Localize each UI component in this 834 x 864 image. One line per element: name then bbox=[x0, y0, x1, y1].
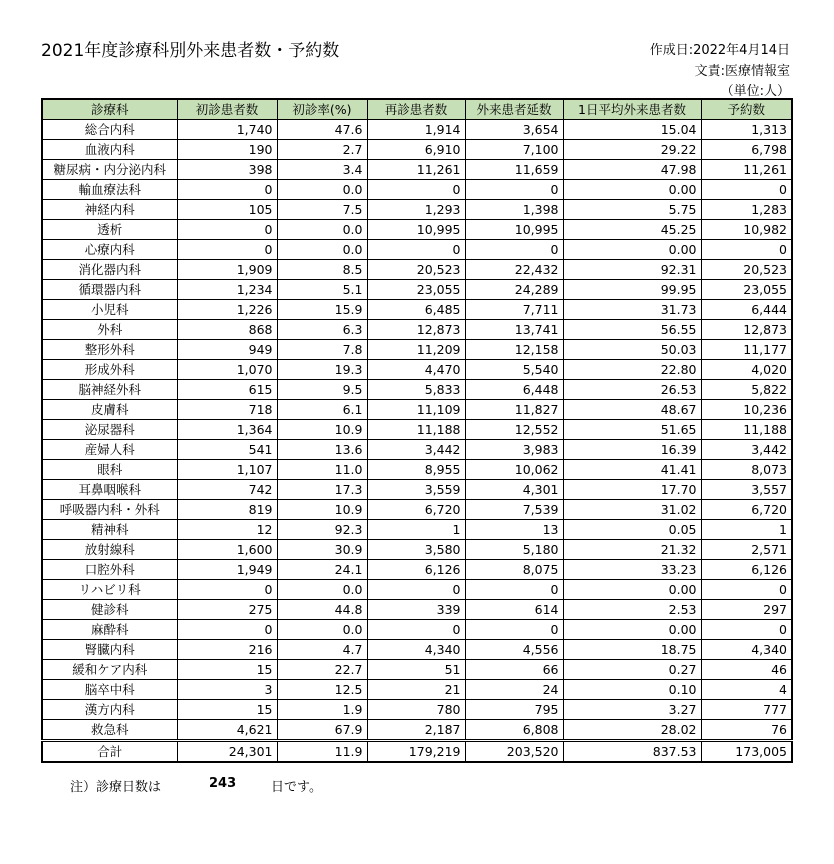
value-cell: 0 bbox=[367, 580, 465, 600]
department-cell: 救急科 bbox=[42, 720, 177, 741]
value-cell: 0 bbox=[465, 580, 563, 600]
value-cell: 0 bbox=[701, 240, 792, 260]
value-cell: 10,236 bbox=[701, 400, 792, 420]
value-cell: 10,995 bbox=[465, 220, 563, 240]
value-cell: 1,398 bbox=[465, 200, 563, 220]
value-cell: 92.3 bbox=[277, 520, 367, 540]
note-days: 243 bbox=[209, 776, 237, 791]
table-row bbox=[42, 620, 792, 640]
department-cell: 皮膚科 bbox=[42, 400, 177, 420]
value-cell: 11,261 bbox=[701, 160, 792, 180]
table-row bbox=[42, 180, 792, 200]
value-cell: 23,055 bbox=[367, 280, 465, 300]
value-cell: 795 bbox=[465, 700, 563, 720]
value-cell: 4,340 bbox=[701, 640, 792, 660]
value-cell: 1,293 bbox=[367, 200, 465, 220]
value-cell: 2.53 bbox=[563, 600, 701, 620]
value-cell: 0 bbox=[701, 180, 792, 200]
table-row bbox=[42, 680, 792, 700]
value-cell: 1,740 bbox=[177, 120, 277, 140]
value-cell: 0.05 bbox=[563, 520, 701, 540]
value-cell: 21.32 bbox=[563, 540, 701, 560]
department-cell: 総合内科 bbox=[42, 120, 177, 140]
table-row bbox=[42, 140, 792, 160]
department-cell: 腎臓内科 bbox=[42, 640, 177, 660]
department-cell: 循環器内科 bbox=[42, 280, 177, 300]
column-header: 診療科 bbox=[42, 99, 177, 120]
table-row bbox=[42, 160, 792, 180]
value-cell: 17.70 bbox=[563, 480, 701, 500]
table-row bbox=[42, 480, 792, 500]
value-cell: 0.00 bbox=[563, 580, 701, 600]
value-cell: 3,442 bbox=[701, 440, 792, 460]
value-cell: 1,949 bbox=[177, 560, 277, 580]
value-cell: 45.25 bbox=[563, 220, 701, 240]
department-cell: 外科 bbox=[42, 320, 177, 340]
total-value: 203,520 bbox=[465, 741, 563, 763]
total-value: 11.9 bbox=[277, 741, 367, 763]
value-cell: 541 bbox=[177, 440, 277, 460]
value-cell: 819 bbox=[177, 500, 277, 520]
table-row bbox=[42, 420, 792, 440]
value-cell: 0 bbox=[367, 180, 465, 200]
value-cell: 31.02 bbox=[563, 500, 701, 520]
department-cell: 麻酔科 bbox=[42, 620, 177, 640]
value-cell: 24.1 bbox=[277, 560, 367, 580]
value-cell: 24 bbox=[465, 680, 563, 700]
value-cell: 6,448 bbox=[465, 380, 563, 400]
value-cell: 7,539 bbox=[465, 500, 563, 520]
value-cell: 275 bbox=[177, 600, 277, 620]
value-cell: 47.6 bbox=[277, 120, 367, 140]
value-cell: 4,020 bbox=[701, 360, 792, 380]
value-cell: 3 bbox=[177, 680, 277, 700]
table-row bbox=[42, 440, 792, 460]
value-cell: 51 bbox=[367, 660, 465, 680]
department-cell: 脳神経外科 bbox=[42, 380, 177, 400]
value-cell: 11,188 bbox=[701, 420, 792, 440]
table-row bbox=[42, 380, 792, 400]
value-cell: 22.80 bbox=[563, 360, 701, 380]
table-header-row bbox=[42, 99, 792, 120]
value-cell: 0 bbox=[701, 580, 792, 600]
value-cell: 31.73 bbox=[563, 300, 701, 320]
value-cell: 17.3 bbox=[277, 480, 367, 500]
value-cell: 11,261 bbox=[367, 160, 465, 180]
value-cell: 105 bbox=[177, 200, 277, 220]
value-cell: 0.10 bbox=[563, 680, 701, 700]
value-cell: 780 bbox=[367, 700, 465, 720]
value-cell: 11,177 bbox=[701, 340, 792, 360]
value-cell: 47.98 bbox=[563, 160, 701, 180]
value-cell: 4.7 bbox=[277, 640, 367, 660]
department-cell: 緩和ケア内科 bbox=[42, 660, 177, 680]
value-cell: 6.3 bbox=[277, 320, 367, 340]
department-cell: 血液内科 bbox=[42, 140, 177, 160]
value-cell: 949 bbox=[177, 340, 277, 360]
value-cell: 10.9 bbox=[277, 420, 367, 440]
value-cell: 339 bbox=[367, 600, 465, 620]
value-cell: 0.0 bbox=[277, 180, 367, 200]
value-cell: 67.9 bbox=[277, 720, 367, 741]
value-cell: 6,485 bbox=[367, 300, 465, 320]
value-cell: 0 bbox=[465, 180, 563, 200]
value-cell: 4,340 bbox=[367, 640, 465, 660]
value-cell: 12 bbox=[177, 520, 277, 540]
value-cell: 0.0 bbox=[277, 220, 367, 240]
department-cell: 神経内科 bbox=[42, 200, 177, 220]
department-cell: 眼科 bbox=[42, 460, 177, 480]
created-date: 作成日:2022年4月14日 bbox=[649, 43, 790, 58]
value-cell: 24,289 bbox=[465, 280, 563, 300]
total-value: 173,005 bbox=[701, 741, 792, 763]
value-cell: 16.39 bbox=[563, 440, 701, 460]
value-cell: 6,720 bbox=[701, 500, 792, 520]
value-cell: 5,180 bbox=[465, 540, 563, 560]
value-cell: 4 bbox=[701, 680, 792, 700]
value-cell: 12,158 bbox=[465, 340, 563, 360]
table-row bbox=[42, 340, 792, 360]
value-cell: 19.3 bbox=[277, 360, 367, 380]
value-cell: 76 bbox=[701, 720, 792, 741]
table-row bbox=[42, 720, 792, 741]
value-cell: 6,910 bbox=[367, 140, 465, 160]
department-cell: 放射線科 bbox=[42, 540, 177, 560]
column-header: 再診患者数 bbox=[367, 99, 465, 120]
value-cell: 21 bbox=[367, 680, 465, 700]
value-cell: 22,432 bbox=[465, 260, 563, 280]
value-cell: 1,313 bbox=[701, 120, 792, 140]
total-value: 24,301 bbox=[177, 741, 277, 763]
department-cell: 整形外科 bbox=[42, 340, 177, 360]
value-cell: 12.5 bbox=[277, 680, 367, 700]
value-cell: 2,187 bbox=[367, 720, 465, 741]
value-cell: 3,580 bbox=[367, 540, 465, 560]
value-cell: 26.53 bbox=[563, 380, 701, 400]
value-cell: 1,909 bbox=[177, 260, 277, 280]
department-cell: 小児科 bbox=[42, 300, 177, 320]
department-cell: 心療内科 bbox=[42, 240, 177, 260]
value-cell: 8.5 bbox=[277, 260, 367, 280]
column-header: 1日平均外来患者数 bbox=[563, 99, 701, 120]
value-cell: 0.00 bbox=[563, 620, 701, 640]
value-cell: 13,741 bbox=[465, 320, 563, 340]
note-prefix: 注）診療日数は bbox=[70, 780, 162, 795]
value-cell: 0 bbox=[177, 180, 277, 200]
value-cell: 3,557 bbox=[701, 480, 792, 500]
table-row bbox=[42, 360, 792, 380]
value-cell: 7,100 bbox=[465, 140, 563, 160]
department-cell: 精神科 bbox=[42, 520, 177, 540]
value-cell: 1 bbox=[367, 520, 465, 540]
value-cell: 15.04 bbox=[563, 120, 701, 140]
value-cell: 4,621 bbox=[177, 720, 277, 741]
column-header: 外来患者延数 bbox=[465, 99, 563, 120]
value-cell: 56.55 bbox=[563, 320, 701, 340]
value-cell: 8,075 bbox=[465, 560, 563, 580]
value-cell: 12,873 bbox=[701, 320, 792, 340]
table-row bbox=[42, 400, 792, 420]
value-cell: 190 bbox=[177, 140, 277, 160]
value-cell: 0 bbox=[367, 620, 465, 640]
value-cell: 44.8 bbox=[277, 600, 367, 620]
value-cell: 10.9 bbox=[277, 500, 367, 520]
value-cell: 6,126 bbox=[701, 560, 792, 580]
table-row bbox=[42, 120, 792, 140]
table-row bbox=[42, 240, 792, 260]
department-cell: 口腔外科 bbox=[42, 560, 177, 580]
table-row bbox=[42, 320, 792, 340]
value-cell: 51.65 bbox=[563, 420, 701, 440]
value-cell: 15 bbox=[177, 700, 277, 720]
value-cell: 0.00 bbox=[563, 240, 701, 260]
total-row bbox=[42, 741, 792, 763]
value-cell: 11,188 bbox=[367, 420, 465, 440]
department-cell: 呼吸器内科・外科 bbox=[42, 500, 177, 520]
value-cell: 3,442 bbox=[367, 440, 465, 460]
value-cell: 1,600 bbox=[177, 540, 277, 560]
value-cell: 15.9 bbox=[277, 300, 367, 320]
value-cell: 20,523 bbox=[701, 260, 792, 280]
department-cell: 消化器内科 bbox=[42, 260, 177, 280]
page-title: 2021年度診療科別外来患者数・予約数 bbox=[41, 41, 340, 61]
total-label: 合計 bbox=[42, 741, 177, 763]
value-cell: 777 bbox=[701, 700, 792, 720]
value-cell: 92.31 bbox=[563, 260, 701, 280]
value-cell: 1,226 bbox=[177, 300, 277, 320]
value-cell: 5,540 bbox=[465, 360, 563, 380]
value-cell: 6,798 bbox=[701, 140, 792, 160]
unit-label: （単位:人） bbox=[720, 84, 790, 99]
value-cell: 5,822 bbox=[701, 380, 792, 400]
value-cell: 0.0 bbox=[277, 580, 367, 600]
value-cell: 0 bbox=[177, 240, 277, 260]
value-cell: 1,234 bbox=[177, 280, 277, 300]
total-value: 837.53 bbox=[563, 741, 701, 763]
value-cell: 0 bbox=[177, 580, 277, 600]
table-row bbox=[42, 200, 792, 220]
table-row bbox=[42, 520, 792, 540]
department-cell: 耳鼻咽喉科 bbox=[42, 480, 177, 500]
value-cell: 742 bbox=[177, 480, 277, 500]
department-cell: 泌尿器科 bbox=[42, 420, 177, 440]
table-row bbox=[42, 220, 792, 240]
table-row bbox=[42, 700, 792, 720]
value-cell: 11.0 bbox=[277, 460, 367, 480]
department-cell: 輸血療法科 bbox=[42, 180, 177, 200]
value-cell: 0 bbox=[701, 620, 792, 640]
value-cell: 3.27 bbox=[563, 700, 701, 720]
value-cell: 8,073 bbox=[701, 460, 792, 480]
value-cell: 4,470 bbox=[367, 360, 465, 380]
value-cell: 0 bbox=[367, 240, 465, 260]
author: 文責:医療情報室 bbox=[694, 64, 790, 79]
table-row bbox=[42, 560, 792, 580]
table-row bbox=[42, 580, 792, 600]
value-cell: 5,833 bbox=[367, 380, 465, 400]
table-row bbox=[42, 260, 792, 280]
value-cell: 10,062 bbox=[465, 460, 563, 480]
value-cell: 23,055 bbox=[701, 280, 792, 300]
value-cell: 1,107 bbox=[177, 460, 277, 480]
department-cell: リハビリ科 bbox=[42, 580, 177, 600]
value-cell: 22.7 bbox=[277, 660, 367, 680]
value-cell: 615 bbox=[177, 380, 277, 400]
note-suffix: 日です。 bbox=[271, 780, 322, 795]
value-cell: 11,209 bbox=[367, 340, 465, 360]
value-cell: 6,720 bbox=[367, 500, 465, 520]
table-row bbox=[42, 460, 792, 480]
value-cell: 0.0 bbox=[277, 240, 367, 260]
value-cell: 6,126 bbox=[367, 560, 465, 580]
value-cell: 718 bbox=[177, 400, 277, 420]
value-cell: 0 bbox=[465, 240, 563, 260]
value-cell: 10,995 bbox=[367, 220, 465, 240]
value-cell: 0.0 bbox=[277, 620, 367, 640]
footnote bbox=[70, 776, 322, 795]
value-cell: 11,827 bbox=[465, 400, 563, 420]
department-cell: 透析 bbox=[42, 220, 177, 240]
department-cell: 産婦人科 bbox=[42, 440, 177, 460]
value-cell: 614 bbox=[465, 600, 563, 620]
table-row bbox=[42, 300, 792, 320]
value-cell: 1.9 bbox=[277, 700, 367, 720]
value-cell: 33.23 bbox=[563, 560, 701, 580]
department-cell: 健診科 bbox=[42, 600, 177, 620]
value-cell: 3,654 bbox=[465, 120, 563, 140]
value-cell: 2.7 bbox=[277, 140, 367, 160]
value-cell: 6,808 bbox=[465, 720, 563, 741]
department-cell: 糖尿病・内分泌内科 bbox=[42, 160, 177, 180]
value-cell: 0 bbox=[177, 620, 277, 640]
value-cell: 18.75 bbox=[563, 640, 701, 660]
value-cell: 41.41 bbox=[563, 460, 701, 480]
value-cell: 3,559 bbox=[367, 480, 465, 500]
value-cell: 11,659 bbox=[465, 160, 563, 180]
value-cell: 7,711 bbox=[465, 300, 563, 320]
value-cell: 10,982 bbox=[701, 220, 792, 240]
value-cell: 7.5 bbox=[277, 200, 367, 220]
value-cell: 28.02 bbox=[563, 720, 701, 741]
department-cell: 脳卒中科 bbox=[42, 680, 177, 700]
value-cell: 46 bbox=[701, 660, 792, 680]
value-cell: 5.75 bbox=[563, 200, 701, 220]
value-cell: 0.27 bbox=[563, 660, 701, 680]
department-cell: 形成外科 bbox=[42, 360, 177, 380]
value-cell: 20,523 bbox=[367, 260, 465, 280]
value-cell: 8,955 bbox=[367, 460, 465, 480]
table-row bbox=[42, 600, 792, 620]
value-cell: 1 bbox=[701, 520, 792, 540]
value-cell: 13 bbox=[465, 520, 563, 540]
value-cell: 4,556 bbox=[465, 640, 563, 660]
value-cell: 1,364 bbox=[177, 420, 277, 440]
value-cell: 12,873 bbox=[367, 320, 465, 340]
value-cell: 6.1 bbox=[277, 400, 367, 420]
table-row bbox=[42, 540, 792, 560]
column-header: 予約数 bbox=[701, 99, 792, 120]
value-cell: 15 bbox=[177, 660, 277, 680]
table-row bbox=[42, 660, 792, 680]
value-cell: 398 bbox=[177, 160, 277, 180]
value-cell: 12,552 bbox=[465, 420, 563, 440]
value-cell: 1,283 bbox=[701, 200, 792, 220]
value-cell: 7.8 bbox=[277, 340, 367, 360]
total-value: 179,219 bbox=[367, 741, 465, 763]
value-cell: 216 bbox=[177, 640, 277, 660]
value-cell: 0 bbox=[465, 620, 563, 640]
value-cell: 868 bbox=[177, 320, 277, 340]
value-cell: 48.67 bbox=[563, 400, 701, 420]
value-cell: 11,109 bbox=[367, 400, 465, 420]
value-cell: 29.22 bbox=[563, 140, 701, 160]
value-cell: 50.03 bbox=[563, 340, 701, 360]
table-row bbox=[42, 280, 792, 300]
table-row bbox=[42, 640, 792, 660]
value-cell: 0 bbox=[177, 220, 277, 240]
value-cell: 1,914 bbox=[367, 120, 465, 140]
value-cell: 4,301 bbox=[465, 480, 563, 500]
value-cell: 6,444 bbox=[701, 300, 792, 320]
value-cell: 9.5 bbox=[277, 380, 367, 400]
value-cell: 5.1 bbox=[277, 280, 367, 300]
value-cell: 3,983 bbox=[465, 440, 563, 460]
column-header: 初診率(%) bbox=[277, 99, 367, 120]
value-cell: 3.4 bbox=[277, 160, 367, 180]
value-cell: 13.6 bbox=[277, 440, 367, 460]
value-cell: 66 bbox=[465, 660, 563, 680]
table-row bbox=[42, 500, 792, 520]
value-cell: 2,571 bbox=[701, 540, 792, 560]
value-cell: 99.95 bbox=[563, 280, 701, 300]
value-cell: 0.00 bbox=[563, 180, 701, 200]
column-header: 初診患者数 bbox=[177, 99, 277, 120]
value-cell: 30.9 bbox=[277, 540, 367, 560]
outpatient-table bbox=[41, 98, 793, 763]
department-cell: 漢方内科 bbox=[42, 700, 177, 720]
value-cell: 1,070 bbox=[177, 360, 277, 380]
value-cell: 297 bbox=[701, 600, 792, 620]
